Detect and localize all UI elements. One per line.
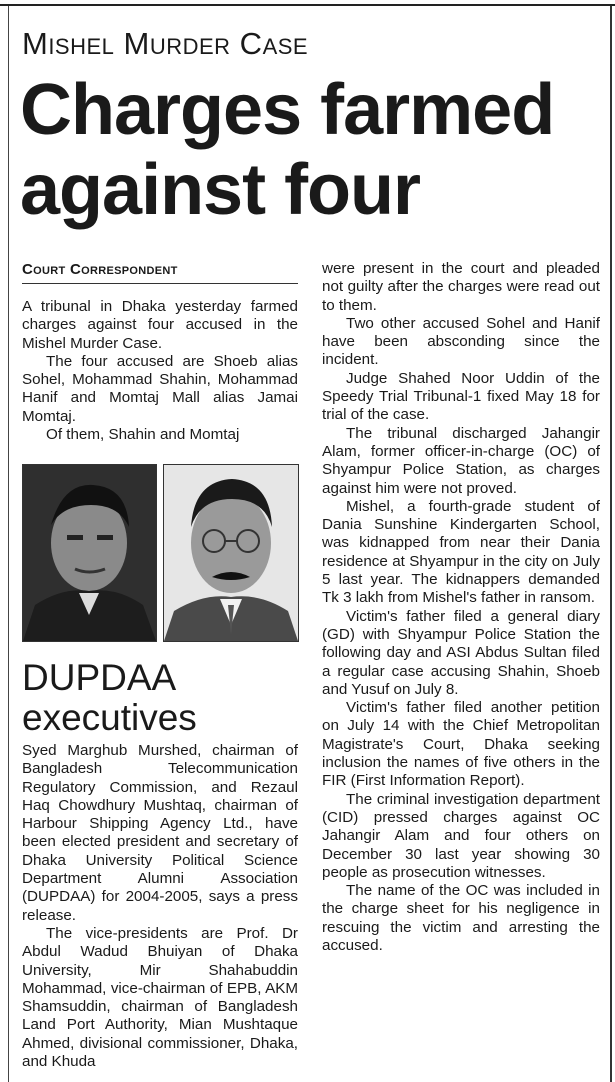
portrait-illustration-left [23, 465, 156, 641]
article-paragraph: The name of the OC was included in the charge sheet for his negligence in rescuing the victim and arresting the accused. [322, 882, 600, 954]
article-paragraph: Victim's father filed another petition on July 14 with the Chief Metropolitan Magistrate's Court, Dhaka seeking inclusion the names of five others in the FIR (First Information Report). [322, 699, 600, 790]
byline: Court Correspondent [22, 261, 178, 278]
article-paragraph: The criminal investigation department (CID) pressed charges against OC Jahangir Alam and four others on December 30 last year showing 30 people as prosecution witnesses. [322, 790, 600, 881]
brief-column [22, 742, 298, 1071]
brief-paragraph: The vice-presidents are Prof. Dr Abdul Wadud Bhuiyan of Dhaka University, Mir Shahabuddin Mohammad, vice-chairman of EPB, AKM Shamsuddin, chairman of Bangladesh Land Port Authority, Mian Mushtaque Ahmed, divisional commissioner, Dhaka, and Khuda [22, 924, 298, 1071]
article-paragraph: Victim's father filed a general diary (GD) with Shyampur Police Station the following day and ASI Abdus Sultan filed a regular case accusing Shahin, Shoeb and Yusuf on July 8. [322, 607, 600, 698]
brief-headline [22, 658, 302, 738]
portrait-photo-right [163, 464, 299, 642]
article-paragraph: Of them, Shahin and Momtaj [46, 426, 240, 444]
article-paragraph: Judge Shahed Noor Uddin of the Speedy Trial Tribunal-1 fixed May 18 for trial of the case. [322, 369, 600, 424]
article-paragraph: A tribunal in Dhaka yesterday farmed charges against four accused in the Mishel Murder Case. [22, 298, 298, 352]
article-kicker: Mishel Murder Case [22, 26, 309, 61]
article-paragraph: Mishel, a fourth-grade student of Dania Sunshine Kindergarten School, was kidnapped from near their Dania residence at Shyampur in the city on July 5 last year. The kidnappers demanded Tk 3 lakh from Mishel's father in ransom. [322, 497, 600, 607]
headline-line-1: Charges farmed [20, 70, 555, 150]
portrait-illustration-right [164, 465, 298, 641]
portrait-photo-left [22, 464, 157, 642]
article-right-column [322, 260, 600, 955]
brief-paragraph: Syed Marghub Murshed, chairman of Bangladesh Telecommunication Regulatory Commission, and Rezaul Haq Chowdhury Mushtaq, chairman of Harbour Shipping Agency Ltd., have been elected president and secretary of Dhaka University Political Science Department Alumni Association (DUPDAA) for 2004-2005, says a press release. [22, 742, 298, 924]
article-headline [20, 70, 600, 230]
article-left-column [22, 298, 298, 444]
article-paragraph: were present in the court and pleaded not guilty after the charges were read out to them. [322, 260, 600, 314]
top-rule [0, 4, 615, 6]
article-paragraph: The four accused are Shoeb alias Sohel, Mohammad Shahin, Mohammad Hanif and Momtaj Mall alias Jamai Momtaj. [22, 352, 298, 425]
right-column-rule [610, 6, 612, 1082]
article-paragraph: Two other accused Sohel and Hanif have been absconding since the incident. [322, 314, 600, 369]
headline-line-2: against four [20, 150, 421, 230]
brief-headline-line-2: executives [22, 697, 197, 738]
article-paragraph: The tribunal discharged Jahangir Alam, former officer-in-charge (OC) of Shyampur Police Station, as charges against him were not proved. [322, 424, 600, 497]
byline-rule [22, 283, 298, 284]
left-column-rule [8, 6, 9, 1082]
brief-headline-line-1: DUPDAA [22, 657, 177, 698]
